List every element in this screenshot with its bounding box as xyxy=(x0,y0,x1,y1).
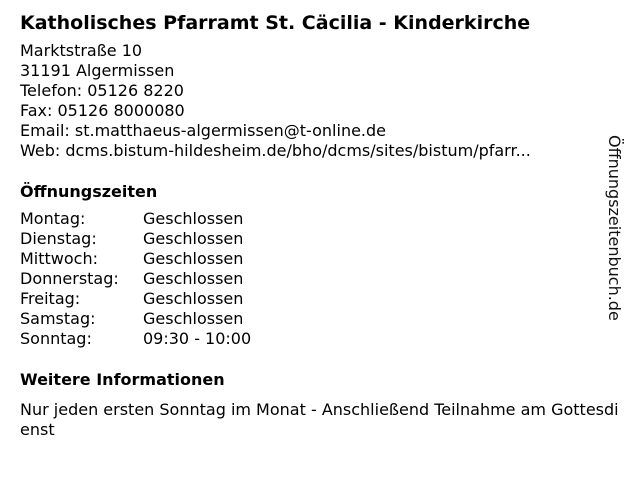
hours-day: Sonntag: xyxy=(20,329,92,348)
fax-number: Fax: 05126 8000080 xyxy=(20,101,185,120)
hours-day: Dienstag: xyxy=(20,229,97,248)
contact-block xyxy=(20,41,620,161)
hours-day: Samstag: xyxy=(20,309,96,328)
hours-time: Geschlossen xyxy=(143,209,244,228)
more-info-text: Nur jeden ersten Sonntag im Monat - Anschließend Teilnahme am Gottesdienst xyxy=(20,400,619,439)
hours-row-wednesday xyxy=(20,249,620,269)
address-street: Marktstraße 10 xyxy=(20,41,143,60)
hours-row-friday xyxy=(20,289,620,309)
page-title: Katholisches Pfarramt St. Cäcilia - Kinderkirche xyxy=(20,12,531,34)
hours-day: Freitag: xyxy=(20,289,81,308)
email-address[interactable]: Email: st.matthaeus-algermissen@t-online.de xyxy=(20,121,387,140)
hours-day: Montag: xyxy=(20,209,86,228)
hours-row-monday xyxy=(20,209,620,229)
hours-row-saturday xyxy=(20,309,620,329)
hours-day: Donnerstag: xyxy=(20,269,119,288)
more-info-heading: Weitere Informationen xyxy=(20,370,225,389)
hours-row-thursday xyxy=(20,269,620,289)
hours-time: Geschlossen xyxy=(143,309,244,328)
website-link[interactable]: Web: dcms.bistum-hildesheim.de/bho/dcms/sites/bistum/pfarr... xyxy=(20,141,531,160)
hours-time: Geschlossen xyxy=(143,229,244,248)
hours-time: 09:30 - 10:00 xyxy=(143,329,252,348)
hours-time: Geschlossen xyxy=(143,269,244,288)
business-card xyxy=(20,10,620,440)
watermark-text: Öffnungszeitenbuch.de xyxy=(605,135,624,321)
opening-hours-heading: Öffnungszeiten xyxy=(20,182,158,201)
phone-number[interactable]: Telefon: 05126 8220 xyxy=(20,81,184,100)
hours-row-sunday xyxy=(20,329,620,349)
opening-hours-table xyxy=(20,209,620,349)
hours-time: Geschlossen xyxy=(143,289,244,308)
hours-row-tuesday xyxy=(20,229,620,249)
hours-day: Mittwoch: xyxy=(20,249,98,268)
address-city: 31191 Algermissen xyxy=(20,61,175,80)
hours-time: Geschlossen xyxy=(143,249,244,268)
